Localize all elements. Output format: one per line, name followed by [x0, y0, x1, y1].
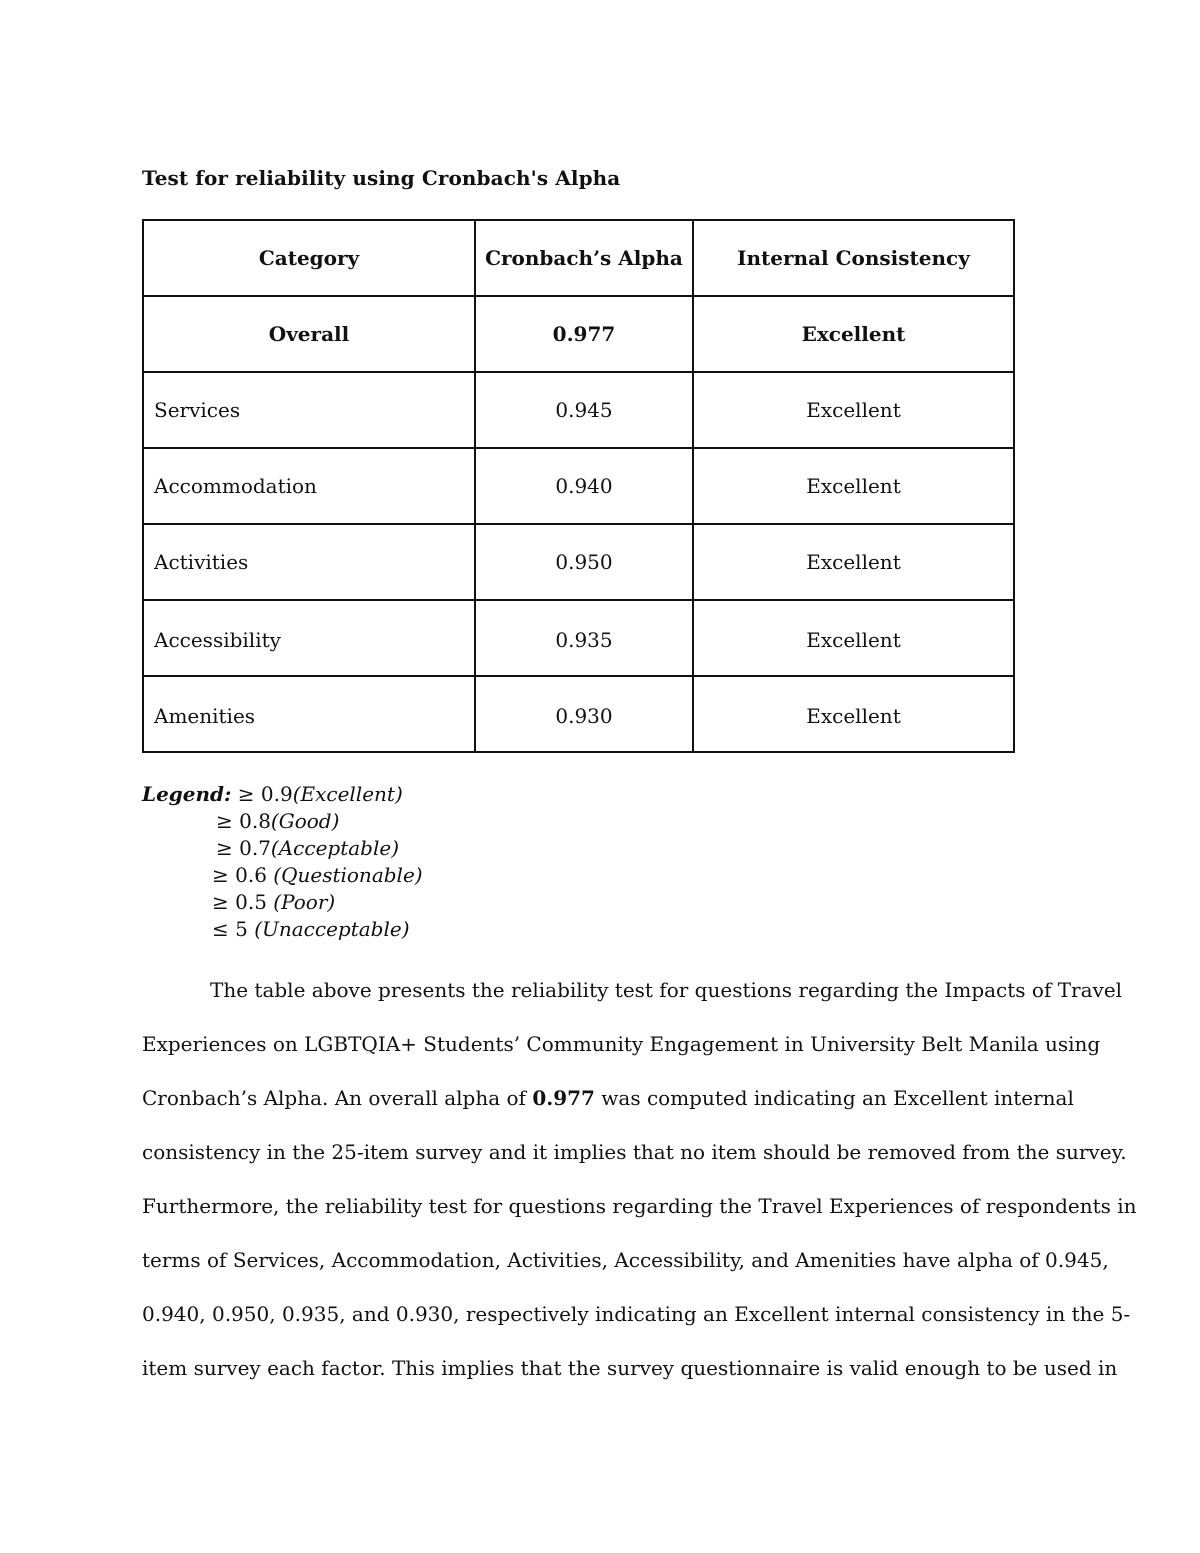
legend-threshold: ≥ 0.7: [216, 836, 271, 860]
body-paragraph: [142, 963, 1137, 1395]
reliability-table: [142, 219, 1015, 753]
row-consistency-text: Excellent: [806, 704, 901, 728]
table-row: [143, 600, 1014, 676]
legend-desc: (Acceptable): [270, 836, 400, 860]
paragraph-line: Experiences on LGBTQIA+ Students’ Community Engagement in University Belt Manila using: [142, 1032, 1101, 1056]
table-row-overall: [143, 296, 1014, 372]
table-row: [143, 524, 1014, 600]
row-consistency: [693, 600, 1014, 676]
row-consistency: [693, 676, 1014, 752]
legend-line: [142, 808, 423, 835]
overall-consistency: Excellent: [693, 296, 1014, 372]
paragraph-line: item survey each factor. This implies that the survey questionnaire is valid enough to be used in: [142, 1356, 1118, 1380]
paragraph-text: was computed indicating an Excellent internal: [594, 1086, 1074, 1110]
legend-threshold: ≥ 0.5: [212, 890, 274, 914]
row-consistency: Excellent: [693, 372, 1014, 448]
row-consistency: Excellent: [693, 448, 1014, 524]
table-header-row: [143, 220, 1014, 296]
legend-line: [142, 862, 423, 889]
legend-threshold: ≥ 0.8: [216, 809, 271, 833]
header-category: Category: [143, 220, 475, 296]
row-alpha-text: 0.930: [555, 704, 613, 728]
document-title: Test for reliability using Cronbach's Alpha: [142, 166, 621, 190]
legend-threshold: ≤ 5: [212, 917, 255, 941]
legend-threshold: ≥ 0.9: [237, 782, 293, 806]
row-alpha: [475, 600, 693, 676]
row-category: Services: [143, 372, 475, 448]
header-alpha: Cronbach’s Alpha: [475, 220, 693, 296]
legend-label: Legend:: [142, 782, 232, 806]
overall-alpha: 0.977: [475, 296, 693, 372]
legend-line: [142, 889, 423, 916]
overall-category: Overall: [143, 296, 475, 372]
paragraph-line: Furthermore, the reliability test for questions regarding the Travel Experiences of respondents in: [142, 1194, 1137, 1218]
legend-line: [142, 835, 423, 862]
table-row: [143, 676, 1014, 752]
legend-desc: (Excellent): [292, 782, 403, 806]
row-category: [143, 600, 475, 676]
table-row: [143, 372, 1014, 448]
legend-desc: (Unacceptable): [254, 917, 410, 941]
paragraph-line: 0.940, 0.950, 0.935, and 0.930, respectively indicating an Excellent internal consistency in the 5-: [142, 1302, 1131, 1326]
paragraph-line: The table above presents the reliability test for questions regarding the Impacts of Travel: [210, 978, 1123, 1002]
row-alpha: 0.940: [475, 448, 693, 524]
header-consistency: Internal Consistency: [693, 220, 1014, 296]
row-alpha: [475, 676, 693, 752]
row-category: [143, 676, 475, 752]
row-consistency-text: Excellent: [806, 628, 901, 652]
row-category-text: Amenities: [154, 704, 256, 728]
paragraph-line: [142, 1071, 1074, 1125]
legend-line: [142, 916, 423, 943]
paragraph-line: consistency in the 25-item survey and it implies that no item should be removed from the survey.: [142, 1140, 1127, 1164]
row-consistency: Excellent: [693, 524, 1014, 600]
legend-threshold: ≥ 0.6: [212, 863, 274, 887]
row-alpha-text: 0.935: [555, 628, 613, 652]
row-alpha: 0.950: [475, 524, 693, 600]
row-alpha: 0.945: [475, 372, 693, 448]
row-category: Accommodation: [143, 448, 475, 524]
legend: [142, 781, 423, 943]
legend-desc: (Questionable): [273, 863, 423, 887]
legend-desc: (Poor): [273, 890, 336, 914]
legend-desc: (Good): [270, 809, 340, 833]
paragraph-text: Cronbach’s Alpha. An overall alpha of: [142, 1086, 533, 1110]
row-category: Activities: [143, 524, 475, 600]
row-category-text: Accessibility: [154, 628, 281, 652]
legend-line: [142, 781, 423, 808]
paragraph-line: terms of Services, Accommodation, Activities, Accessibility, and Amenities have alpha of 0.945,: [142, 1248, 1109, 1272]
table-row: [143, 448, 1014, 524]
paragraph-bold-value: 0.977: [532, 1086, 595, 1110]
